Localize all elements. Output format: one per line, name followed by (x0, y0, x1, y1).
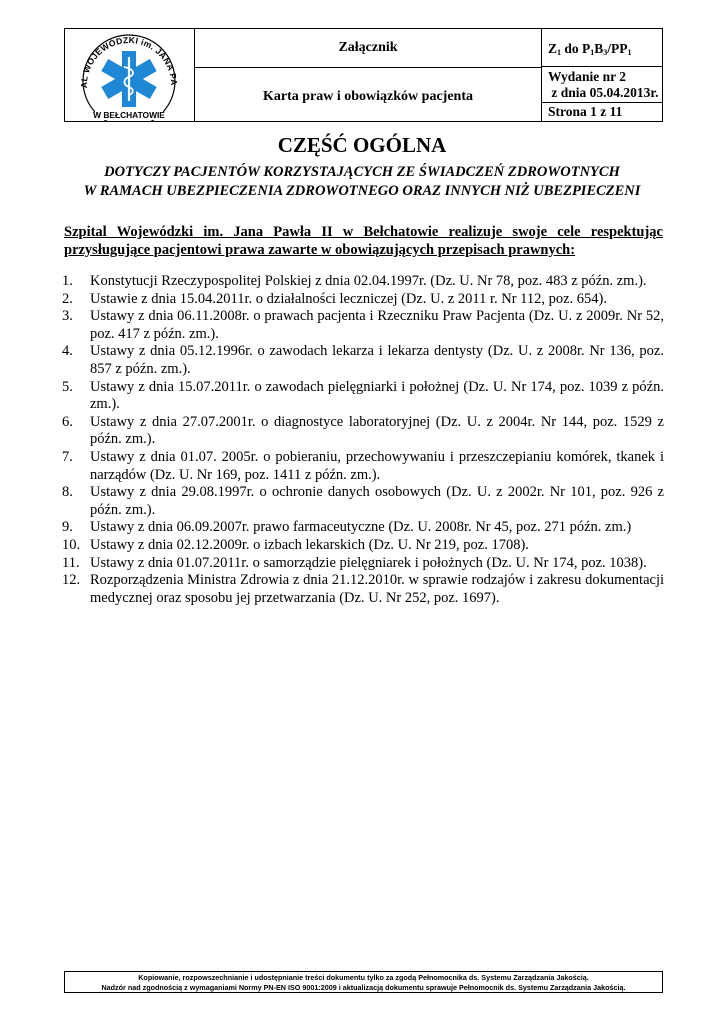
intro-paragraph (64, 223, 663, 259)
title-cell (195, 29, 542, 121)
logo-bottom-text: W BEŁCHATOWIE (93, 110, 165, 120)
edition-info (542, 67, 662, 103)
intro-line-2: przysługujące pacjentowi prawa zawarte w obowiązujących przepisach prawnych: (64, 242, 576, 258)
list-item: 11. Ustawy z dnia 01.07.2011r. o samorządzie pielęgniarek i położnych (Dz. U. Nr 174, poz. 1038). (62, 554, 647, 571)
logo-cell (65, 29, 195, 121)
subtitle-line-1: DOTYCZY PACJENTÓW KORZYSTAJĄCYCH ZE ŚWIADCZEŃ ZDROWOTNYCH (104, 164, 620, 180)
list-item: 4. Ustawy z dnia 05.12.1996r. o zawodach lekarza i lekarza dentysty (Dz. U. z 2008r. Nr 136, poz. 857 z późn. zm.). (62, 343, 664, 377)
intro-line-1: Szpital Wojewódzki im. Jana Pawła II w Bełchatowie realizuje swoje cele respektując (64, 224, 663, 240)
document-header-table (64, 28, 663, 122)
meta-cell (542, 29, 662, 121)
list-item: 3. Ustawy z dnia 06.11.2008r. o prawach pacjenta i Rzeczniku Praw Pacjenta (Dz. U. z 2009r. Nr 52, poz. 417 z późn. zm.). (62, 308, 664, 342)
logo-arc-text: AL WOJEWÓDZKI im. JANA PA (78, 34, 180, 89)
star-of-life-icon (101, 51, 156, 107)
list-item: 9. Ustawy z dnia 06.09.2007r. prawo farmaceutyczne (Dz. U. 2008r. Nr 45, poz. 271 późn. zm.) (62, 519, 632, 536)
edition-date: z dnia 05.04.2013r. (548, 85, 659, 100)
footer-line-2: Nadzór nad zgodnością z wymaganiami Normy PN-EN ISO 9001:2009 i aktualizacją dokumentu sprawuje Pełnomocnik ds. Systemu Zarządzania Jakością. (101, 982, 626, 992)
footer-line-1: Kopiowanie, rozpowszechnianie i udostępnianie treści dokumentu tylko za zgodą Pełnomocnika ds. Systemu Zarządzania Jakością. (138, 973, 589, 982)
list-item: 12. Rozporządzenia Ministra Zdrowia z dnia 21.12.2010r. w sprawie rodzajów i zakresu dokumentacji medycznej oraz sposobu jej przetwarzania (Dz. U. Nr 252, poz. 1697). (62, 572, 664, 606)
page-number: Strona 1 z 11 (548, 104, 623, 119)
list-item: 7. Ustawy z dnia 01.07. 2005r. o pobieraniu, przechowywaniu i przeszczepianiu komórek, tkanek i narządów (Dz. U. Nr 169, poz. 1411 z późn. zm.). (62, 448, 664, 483)
list-item: 1. Konstytucji Rzeczypospolitej Polskiej z dnia 02.04.1997r. (Dz. U. Nr 78, poz. 483 z późn. zm.). (62, 273, 647, 289)
attachment-label: Załącznik (195, 29, 541, 68)
list-item: 10. Ustawy z dnia 02.12.2009r. o izbach lekarskich (Dz. U. Nr 219, poz. 1708). (62, 536, 529, 553)
subtitle-line-2: W RAMACH UBEZPIECZENIA ZDROWOTNEGO ORAZ INNYCH NIŻ UBEZPIECZENI (83, 183, 641, 199)
legal-acts-list (62, 273, 664, 607)
document-title: Karta praw i obowiązków pacjenta (263, 89, 473, 104)
list-item: 2. Ustawie z dnia 15.04.2011r. o działalności leczniczej (Dz. U. z 2011 r. Nr 112, poz. 654). (62, 290, 608, 307)
list-item: 6. Ustawy z dnia 27.07.2001r. o diagnostyce laboratoryjnej (Dz. U. z 2004r. Nr 144, poz. 1529 z późn. zm.). (62, 413, 664, 448)
list-item: 5. Ustawy z dnia 15.07.2011r. o zawodach pielęgniarki i położnej (Dz. U. Nr 174, poz. 1039 z późn. zm.). (62, 378, 664, 413)
section-title: CZĘŚĆ OGÓLNA (277, 133, 447, 157)
footer-notice (64, 971, 663, 993)
document-code: $Z_1$ do $P_1B_3/PP_1$ (542, 29, 662, 67)
edition-number: Wydanie nr 2 (548, 69, 627, 84)
hospital-logo (65, 29, 193, 121)
list-item: 8. Ustawy z dnia 29.08.1997r. o ochronie danych osobowych (Dz. U. z 2002r. Nr 101, poz. 926 z późn. zm.). (62, 484, 664, 518)
